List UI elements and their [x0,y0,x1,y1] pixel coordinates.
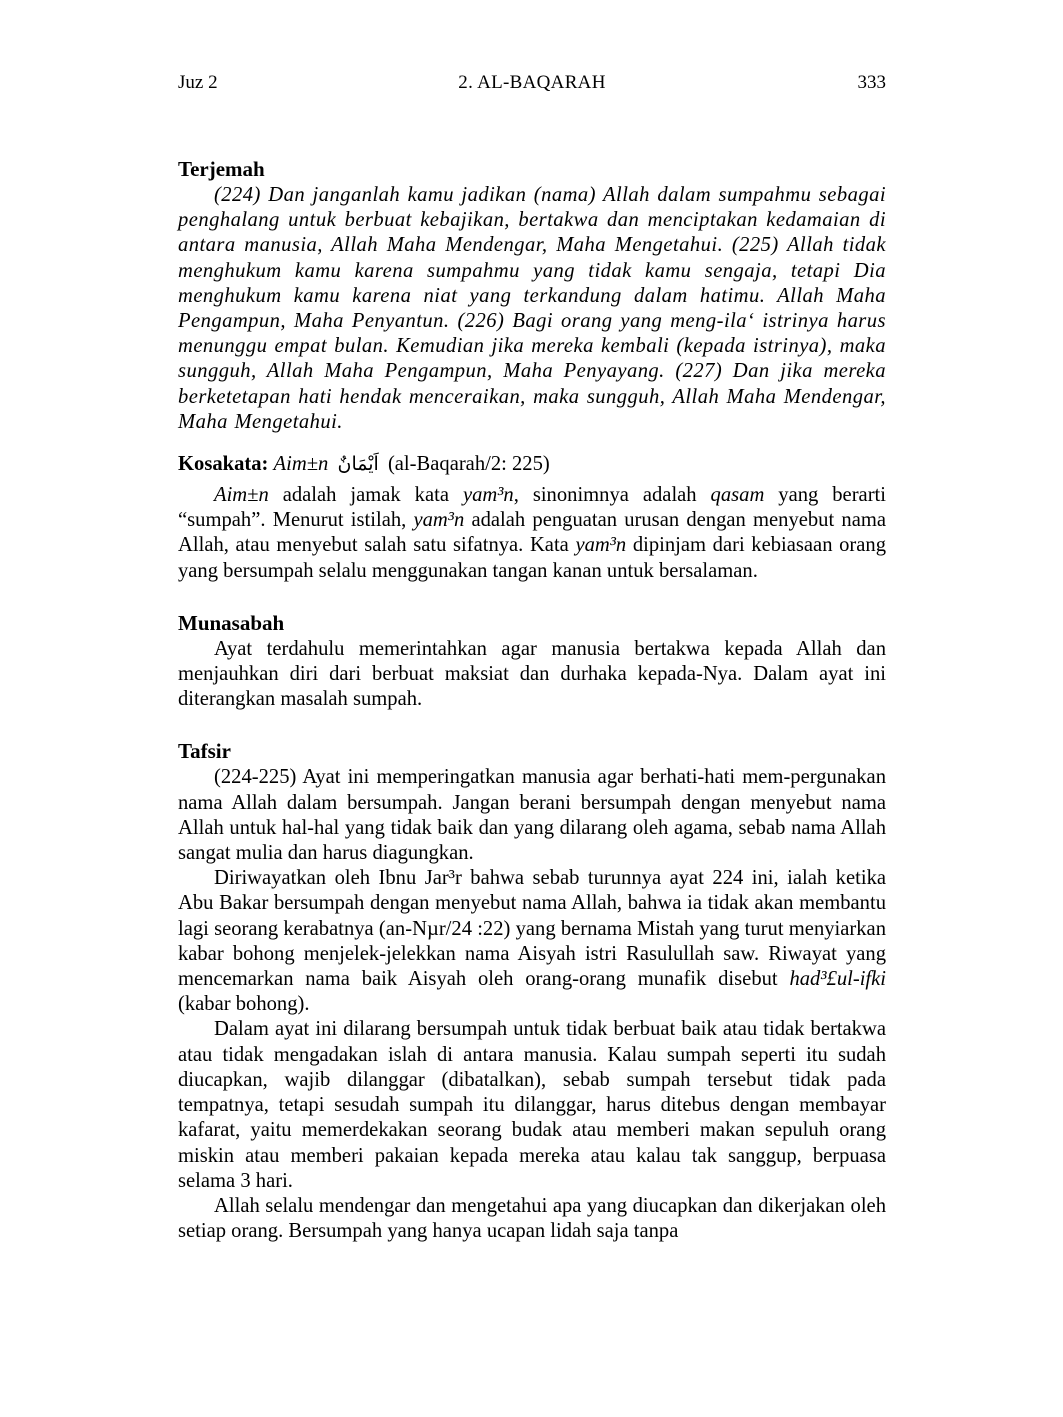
kosakata-p1-yamin-1: yam³n [462,484,514,507]
kosakata-label: Kosakata: [178,453,269,476]
kosakata-paragraph [178,483,886,584]
kosakata-p1-qasam: qasam [710,484,765,507]
munasabah-text: Ayat terdahulu memerintahkan agar manusia bertakwa kepada Allah dan menjauhkan diri dari berbuat maksiat dan durhaka kepada-Nya. Dalam ayat ini diterangkan masalah sumpah. [178,637,886,711]
kosakata-line [178,449,886,479]
terjemah-heading: Terjemah [178,157,265,181]
page-header [178,72,886,100]
kosakata-arabic: اَيْمَانٌ [337,453,379,476]
tafsir-p2-term: had³£ul-ifki [789,968,886,991]
kosakata-p1-text-a: adalah jamak kata [268,484,463,507]
kosakata-term: Aim±n [273,453,329,476]
page-number: 333 [857,72,886,93]
tafsir-paragraph-3: Dalam ayat ini dilarang bersumpah untuk tidak berbuat baik atau tidak bertakwa atau tidak mengadakan islah di antara manusia. Kalau sumpah seperti itu sudah diucapkan, wajib dilanggar (dibatalkan), sebab sumpah tersebut tidak pada tempatnya, tetapi sesudah sumpah itu dilanggar, harus ditebus dengan membayar kafarat, yaitu memerdekakan seorang budak atau memberi makan sepuluh orang miskin atau memberi pakaian kepada mereka atau kalau tak sanggup, berpuasa selama 3 hari. [178,1018,886,1192]
tafsir-paragraph-4: Allah selalu mendengar dan mengetahui apa yang diucapkan dan dikerjakan oleh setiap orang. Bersumpah yang hanya ucapan lidah saja tanpa [178,1194,886,1243]
kosakata-p1-text-e: dipinjam dari kebiasaan orang yang bersumpah selalu menggunakan tangan kanan untuk bersalaman. [178,534,886,582]
kosakata-p1-term: Aim±n [214,484,269,507]
munasabah-heading: Munasabah [178,610,285,635]
tafsir-paragraph-1: (224-225) Ayat ini memperingatkan manusia agar berhati-hati mem-pergunakan nama Allah dalam bersumpah. Jangan berani bersumpah dengan menyebut nama Allah untuk hal-hal yang tidak baik dan yang dilarang oleh agama, sebab nama Allah sangat mulia dan harus diagungkan. [178,766,886,865]
juz-label: Juz 2 [178,72,218,93]
surah-title: 2. AL-BAQARAH [458,72,606,93]
kosakata-reference: (al-Baqarah/2: 225) [387,453,550,476]
kosakata-p1-text-b: , sinonimnya adalah [513,484,711,507]
terjemah-text: (224) Dan janganlah kamu jadikan (nama) Allah dalam sumpahmu sebagai penghalang untuk berbuat kebajikan, bertakwa dan menciptakan kedamaian di antara manusia, Allah Maha Mendengar, Maha Mengetahui. (225) Allah tidak menghukum kamu karena sumpahmu yang tidak kamu sengaja, tetapi Dia menghukum kamu karena niat yang terkandung dalam hatimu. Allah Maha Pengampun, Maha Penyantun. (226) Bagi orang yang meng-ila‘ istrinya harus menunggu empat bulan. Kemudian jika mereka kembali (kepada istrinya), maka sungguh, Allah Maha Pengampun, Maha Penyayang. (227) Dan jika mereka berketetapan hati hendak menceraikan, maka sungguh, Allah Maha Mendengar, Maha Mengetahui. [178,184,886,433]
tafsir-paragraph-2 [178,866,886,1017]
kosakata-p1-text-c: yang berarti “sumpah”. Menurut istilah, [178,484,886,532]
kosakata-p1-text-d: adalah penguatan urusan dengan menyebut nama Allah, atau menyebut salah satu sifatnya. Kata [178,509,886,557]
tafsir-p2-text-b: (kabar bohong). [178,993,310,1016]
tafsir-heading: Tafsir [178,739,231,764]
kosakata-p1-yamin-3: yam³n [575,534,627,557]
page-body [178,156,886,1244]
kosakata-p1-yamin-2: yam³n [413,509,465,532]
tafsir-p2-text-a: Diriwayatkan oleh Ibnu Jar³r bahwa sebab turunnya ayat 224 ini, ialah ketika Abu Bakar bersumpah dengan menyebut nama Allah, bahwa ia tidak akan membantu lagi seorang kerabatnya (an-Nµr/24 :22) yang bernama Mistah yang turut menyiarkan kabar bohong menjelek-jelekkan nama Aisyah istri Rasulullah saw. Riwayat yang mencemarkan nama baik Aisyah oleh orang-orang munafik disebut [178,867,886,991]
